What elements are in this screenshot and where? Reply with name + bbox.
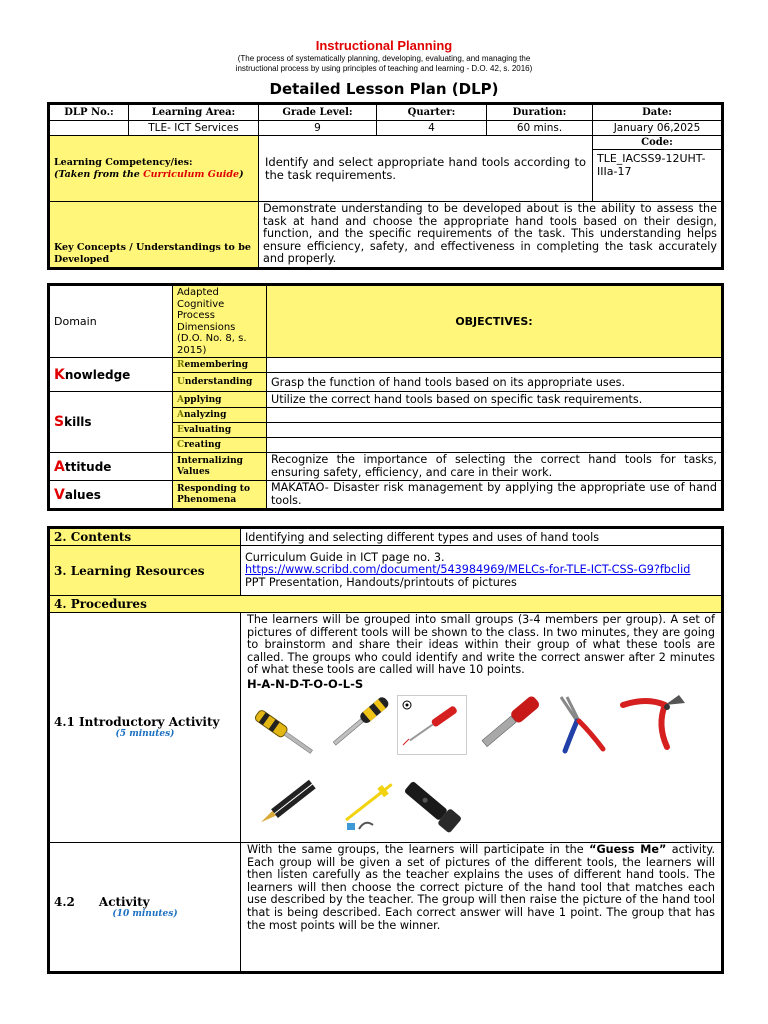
intro-activity-text: The learners will be grouped into small groups (3-4 members per group). A set of pictures of different tools will be shown to the class. In two minutes, they are going to brainstorm and share their ideas within their group of what these tools are called. The groups who could identify and write the correct answer after 2 minutes of what these tools are called will have 10 points.: [247, 613, 715, 677]
adapted-dimensions-header: Adapted Cognitive Process Dimensions (D.O. No. 8, s. 2015): [173, 285, 267, 358]
competency-text: Identify and select appropriate hand tools according to the task requirements.: [259, 136, 593, 202]
activity-cell: [49, 842, 241, 972]
flashlight-icon: [397, 775, 467, 837]
values-initial: V: [54, 486, 65, 503]
quarter-value: 4: [377, 121, 487, 136]
part-retriever-icon: [333, 771, 405, 837]
tool-pictures: [247, 691, 715, 841]
creating-objective: [267, 438, 723, 453]
domain-skills: [49, 392, 173, 453]
code-value: TLE_IACSS9-12UHT-IIIa-17: [597, 152, 706, 178]
resources-cell: [241, 546, 723, 596]
domain-attitude: [49, 453, 173, 481]
remembering-rest: emembering: [184, 360, 248, 370]
grade-level-value: 9: [259, 121, 377, 136]
values-rest: alues: [64, 487, 101, 502]
domain-values: [49, 481, 173, 510]
nut-driver-icon: [473, 691, 545, 755]
key-concepts-text: Demonstrate understanding to be developed about is the ability to assess the task at hand and choose the appropriate hand tools based on their design, function, and the specific requirements of the task. This understanding helps ensure efficiency, safety, and effectiveness in completing the task accurately and properly.: [259, 202, 723, 269]
intro-activity-content: [241, 613, 723, 843]
competency-source-suffix: ): [239, 168, 244, 180]
code-label: Code:: [593, 136, 721, 150]
date-value: January 06,2025: [593, 121, 723, 136]
skills-rest: kills: [64, 415, 92, 429]
contents-label: 2. Contents: [49, 528, 241, 546]
attitude-rest: ttitude: [64, 459, 112, 474]
dim-remembering: [173, 358, 267, 373]
applying-rest: pplying: [183, 394, 222, 405]
curriculum-guide-text: Curriculum Guide: [143, 168, 240, 180]
dim-internalizing: Internalizing Values: [173, 453, 267, 481]
procedures-label: 4. Procedures: [49, 596, 723, 613]
activity-text-part-2: activity. Each group will be given a set of pictures of the different tools, the learners will then listen carefully as the teacher explains the uses of different hand tools. The learners will then choose the correct picture of the hand tool that matches each use described by the teacher. The group will then raise the picture of the hand tool that is being described. Each correct answer will have 1 point. The group that has the most points will be the winner.: [247, 842, 715, 932]
dim-understanding: [173, 373, 267, 392]
resources-curriculum: Curriculum Guide in ICT page no. 3.: [245, 550, 445, 564]
resources-link[interactable]: https://www.scribd.com/document/543984969/MELCs-for-TLE-ICT-CSS-G9?fbclid: [245, 563, 691, 577]
date-header: Date:: [593, 104, 723, 121]
key-concepts-label: Key Concepts / Understandings to be Developed: [49, 202, 259, 269]
evaluating-objective: [267, 423, 723, 438]
screwdriver-icon: [323, 691, 395, 755]
applying-initial: A: [177, 394, 184, 405]
analyzing-rest: nalyzing: [183, 410, 227, 420]
dim-applying: [173, 392, 267, 408]
screwdriver-diagram-icon: [397, 695, 467, 755]
dim-creating: [173, 438, 267, 453]
resources-ppt: PPT Presentation, Handouts/printouts of pictures: [245, 575, 517, 589]
objectives-header: OBJECTIVES:: [267, 285, 723, 358]
competency-source-prefix: (Taken from the: [54, 168, 144, 180]
subtitle-line-2: instructional process by using principles of teaching and learning - D.O. 42, s. 2016): [235, 64, 533, 73]
dlp-no-header: DLP No.:: [49, 104, 129, 121]
analyzing-objective: [267, 408, 723, 423]
intro-activity-cell: [49, 613, 241, 843]
knowledge-initial: K: [54, 366, 65, 383]
understanding-rest: nderstanding: [184, 377, 253, 387]
competency-label: [49, 136, 259, 202]
wire-cutter-icon: [617, 691, 691, 751]
skills-initial: S: [54, 414, 65, 430]
remembering-objective: [267, 358, 723, 373]
activity-title: Activity: [98, 894, 150, 909]
learning-area-header: Learning Area:: [129, 104, 259, 121]
attitude-initial: A: [54, 458, 65, 475]
knowledge-rest: nowledge: [64, 367, 131, 382]
activity-minutes: (10 minutes): [112, 908, 178, 919]
activity-text: [241, 842, 723, 972]
resources-label: 3. Learning Resources: [49, 546, 241, 596]
values-objective: MAKATAO- Disaster risk management by applying the appropriate use of hand tools.: [267, 481, 723, 510]
subtitle-line-1: (The process of systematically planning, developing, evaluating, and managing the: [237, 54, 531, 63]
objectives-table: [47, 283, 724, 511]
quarter-header: Quarter:: [377, 104, 487, 121]
grade-level-header: Grade Level:: [259, 104, 377, 121]
duration-header: Duration:: [487, 104, 593, 121]
dim-evaluating: [173, 423, 267, 438]
duration-value: 60 mins.: [487, 121, 593, 136]
creating-initial: C: [177, 440, 185, 450]
attitude-objective: Recognize the importance of selecting the correct hand tools for tasks, ensuring safety, efficiency, and care in their work.: [267, 453, 723, 481]
learning-area-value: TLE- ICT Services: [129, 121, 259, 136]
long-nose-pliers-icon: [551, 695, 607, 755]
remembering-initial: R: [177, 360, 185, 370]
activity-text-part-1: With the same groups, the learners will participate in the: [247, 842, 590, 856]
section-title: Instructional Planning: [315, 38, 453, 53]
section-subtitle: [160, 54, 608, 74]
evaluating-initial: E: [177, 425, 184, 435]
creating-rest: reating: [184, 440, 221, 450]
dlp-no-value: [49, 121, 129, 136]
intro-word: H-A-N-D-T-O-O-L-S: [247, 676, 364, 691]
understanding-objective: Grasp the function of hand tools based on its appropriate uses.: [267, 373, 723, 392]
tweezers-icon: [251, 771, 321, 837]
dlp-info-table: [47, 102, 724, 270]
intro-activity-label: 4.1 Introductory Activity: [54, 715, 220, 730]
evaluating-rest: valuating: [183, 425, 232, 435]
dim-analyzing: [173, 408, 267, 423]
dim-responding: Responding to Phenomena: [173, 481, 267, 510]
domain-header: Domain: [49, 285, 173, 358]
document-title: Detailed Lesson Plan (DLP): [269, 80, 499, 98]
applying-objective: Utilize the correct hand tools based on specific task requirements.: [267, 392, 723, 408]
intro-activity-minutes: (5 minutes): [115, 729, 175, 740]
competency-label-line: Learning Competency/ies:: [54, 156, 193, 168]
understanding-initial: U: [177, 377, 185, 387]
guess-me-text: “Guess Me”: [589, 842, 667, 856]
analyzing-initial: A: [177, 410, 184, 420]
flathead-screwdriver-icon: [251, 703, 321, 765]
procedures-table: [47, 526, 724, 974]
competency-source: [54, 169, 254, 181]
domain-knowledge: [49, 358, 173, 392]
activity-number: 4.2: [54, 894, 75, 909]
activity-label: [54, 895, 236, 909]
code-cell: [593, 136, 723, 202]
contents-text: Identifying and selecting different types and uses of hand tools: [241, 528, 723, 546]
